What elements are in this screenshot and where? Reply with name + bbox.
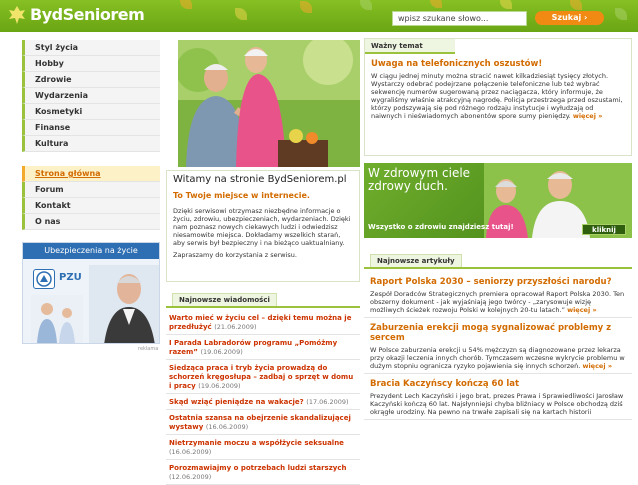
search-button[interactable]: Szukaj › (535, 11, 604, 25)
leaf-decoration-icon (300, 1, 312, 13)
welcome-body: Dzięki serwisowi otrzymasz niezbędne informacje o życiu, zdrowiu, ubezpieczeniach, wydarzeniach. Dzięki nam poznasz nowych ciekawych ludzi i odwiedzisz niesamowite miejsca. Dokładamy wszelkich starań, aby serwis był bezpieczny i na bieżąco uaktualniany. (173, 207, 351, 247)
articles-list (364, 272, 632, 420)
nav-item-strona-glowna[interactable]: Strona główna (22, 166, 160, 182)
news-item-title[interactable]: Nietrzymanie moczu a współżycie seksualne (169, 439, 344, 447)
article-title[interactable]: Bracia Kaczyńscy kończą 60 lat (370, 379, 520, 389)
ad-note: reklama (138, 346, 159, 352)
news-list (166, 310, 360, 485)
nav-item-kultura[interactable]: Kultura (22, 136, 160, 152)
pzu-logo-icon (33, 269, 55, 289)
news-item-date: (16.06.2009) (205, 423, 249, 431)
senior-man-photo (89, 265, 160, 344)
logo-leaf-icon (8, 5, 26, 25)
news-item[interactable] (166, 410, 360, 435)
article-title[interactable]: Zaburzenia erekcji mogą sygnalizować problemy z sercem (370, 323, 612, 343)
news-item-date: (16.06.2009) (169, 448, 212, 456)
site-logo[interactable]: BydSeniorem (30, 5, 145, 24)
news-item-date: (19.06.2009) (198, 382, 241, 390)
news-item[interactable] (166, 460, 360, 485)
news-item-title[interactable]: Ostatnia szansa na obejrzenie skandalizującej wystawy (169, 414, 351, 431)
news-title-label: Najnowsze wiadomości (172, 293, 277, 306)
senior-couple-photo (178, 40, 360, 167)
article-body-text: W Polsce zaburzenia erekcji u 54% mężczyzn są diagnozowane przez lekarza przy okazji leczenia innych chorób. Tymczasem wczesne wykrycie problemu w dużym stopniu ogranicza ryzyko pojawienia się innych schorzeń. (370, 346, 625, 370)
news-item-title[interactable]: Siedząca praca i tryb życia prowadzą do schorzeń kręgosłupa – zadbaj o sprzęt w domu i pracy (169, 364, 354, 390)
news-item[interactable] (166, 360, 360, 394)
article-body (370, 290, 626, 314)
ad-photo (89, 265, 160, 344)
news-item[interactable] (166, 335, 360, 360)
banner-line1: W zdrowym ciele (368, 166, 471, 180)
article-item (364, 272, 632, 318)
welcome-invite: Zapraszamy do korzystania z serwisu. (173, 251, 297, 259)
article-title[interactable]: Raport Polska 2030 – seniorzy przyszłości narodu? (370, 277, 612, 287)
leaf-decoration-icon (430, 0, 442, 8)
banner-headline (368, 167, 488, 193)
leaf-decoration-icon (180, 0, 192, 9)
nav-item-kosmetyki[interactable]: Kosmetyki (22, 104, 160, 120)
banner-caption: Wszystko o zdrowiu znajdziesz tutaj! (368, 223, 514, 231)
secondary-nav (22, 166, 160, 230)
leaf-decoration-icon (570, 0, 582, 10)
banner-line2: zdrowy duch. (368, 179, 448, 193)
article-more-link[interactable]: więcej » (582, 362, 613, 370)
important-topic-box (364, 38, 632, 156)
news-item-date: (17.06.2009) (306, 398, 349, 406)
news-item-date: (19.06.2009) (200, 348, 243, 356)
news-item-title[interactable]: Porozmawiajmy o potrzebach ludzi starszych (169, 464, 347, 472)
news-item[interactable] (166, 394, 360, 410)
important-more-link[interactable]: więcej » (572, 112, 603, 120)
health-banner[interactable] (364, 163, 632, 238)
ad-brand: PZU (59, 272, 82, 283)
nav-item-zdrowie[interactable]: Zdrowie (22, 72, 160, 88)
news-item-title[interactable]: Skąd wziąć pieniądze na wakacje? (169, 398, 304, 406)
nav-item-kontakt[interactable]: Kontakt (22, 198, 160, 214)
leaf-decoration-icon (500, 0, 512, 9)
article-more-link[interactable]: więcej » (567, 306, 597, 314)
article-item (364, 318, 632, 374)
news-item-date: (21.06.2009) (214, 323, 257, 331)
welcome-box (166, 170, 360, 282)
primary-nav (22, 40, 160, 152)
article-body (370, 346, 626, 370)
banner-click-button[interactable]: kliknij (582, 224, 626, 235)
news-item[interactable] (166, 310, 360, 335)
leaf-decoration-icon (360, 0, 372, 10)
pzu-emblem-icon (34, 270, 54, 288)
article-body-text: Zespół Doradców Strategicznych premiera opracował Raport Polska 2030. Ten obszerny dokument - jak wyjaśniają jego twórcy - „zarysowuje wizję możliwych ścieżek rozwoju Polski w kolejnych 20-tu latach.” (370, 290, 625, 314)
important-title[interactable]: Uwaga na telefonicznych oszustów! (371, 59, 543, 69)
welcome-subtitle: To Twoje miejsce w internecie. (173, 191, 310, 200)
leaf-decoration-icon (615, 8, 627, 20)
article-body-text: Prezydent Lech Kaczyński i jego brat, prezes Prawa i Sprawiedliwości Jarosław Kaczyński kończą 60 lat. Najsłynniejsi chyba bliźniacy w Polsce obchodzą dziś okrągłe urodziny. Na pewno na trwałe zapisali się na kartach historii (370, 392, 624, 416)
hero-photo (178, 40, 360, 167)
news-item-date: (12.06.2009) (169, 473, 212, 481)
news-item-title[interactable]: I Parada Labradorów programu „Pomóżmy razem” (169, 339, 338, 356)
nav-item-o-nas[interactable]: O nas (22, 214, 160, 230)
nav-item-forum[interactable]: Forum (22, 182, 160, 198)
article-body (370, 392, 626, 416)
family-photo (31, 295, 83, 343)
header (0, 0, 638, 32)
ad-family-photo (31, 295, 83, 343)
news-section-title (166, 293, 360, 308)
news-item[interactable] (166, 435, 360, 460)
search-input[interactable]: wpisz szukane słowo... (392, 11, 527, 26)
nav-item-hobby[interactable]: Hobby (22, 56, 160, 72)
nav-item-styl-zycia[interactable]: Styl życia (22, 40, 160, 56)
news-item-title[interactable]: Warto mieć w życiu cel – dzięki temu można je przedłużyć (169, 314, 352, 331)
leaf-decoration-icon (235, 8, 247, 20)
important-body (371, 72, 625, 120)
important-label: Ważny temat (365, 39, 455, 54)
articles-section-title (364, 254, 632, 269)
nav-item-wydarzenia[interactable]: Wydarzenia (22, 88, 160, 104)
ad-title: Ubezpieczenia na życie (23, 243, 159, 259)
important-body-text: W ciągu jednej minuty można stracić nawet kilkadziesiąt tysięcy złotych. Wystarczy odebrać podejrzane połączenie telefoniczne lub też wybrać sekwencję numerów sugerowaną przez naciągacza, który informuje, że wygraliśmy właśnie atrakcyjną nagrodę. Policja przestrzega przed oszustami, którzy podszywają się pod różnego rodzaju instytucje i wyłudzają od naiwnych i nieświadomych abonentów spore sumy pieniędzy. (371, 72, 623, 120)
nav-item-finanse[interactable]: Finanse (22, 120, 160, 136)
insurance-ad[interactable] (22, 242, 160, 344)
article-item (364, 374, 632, 420)
welcome-title: Witamy na stronie BydSeniorem.pl (173, 174, 347, 185)
articles-title-label: Najnowsze artykuły (370, 254, 462, 267)
